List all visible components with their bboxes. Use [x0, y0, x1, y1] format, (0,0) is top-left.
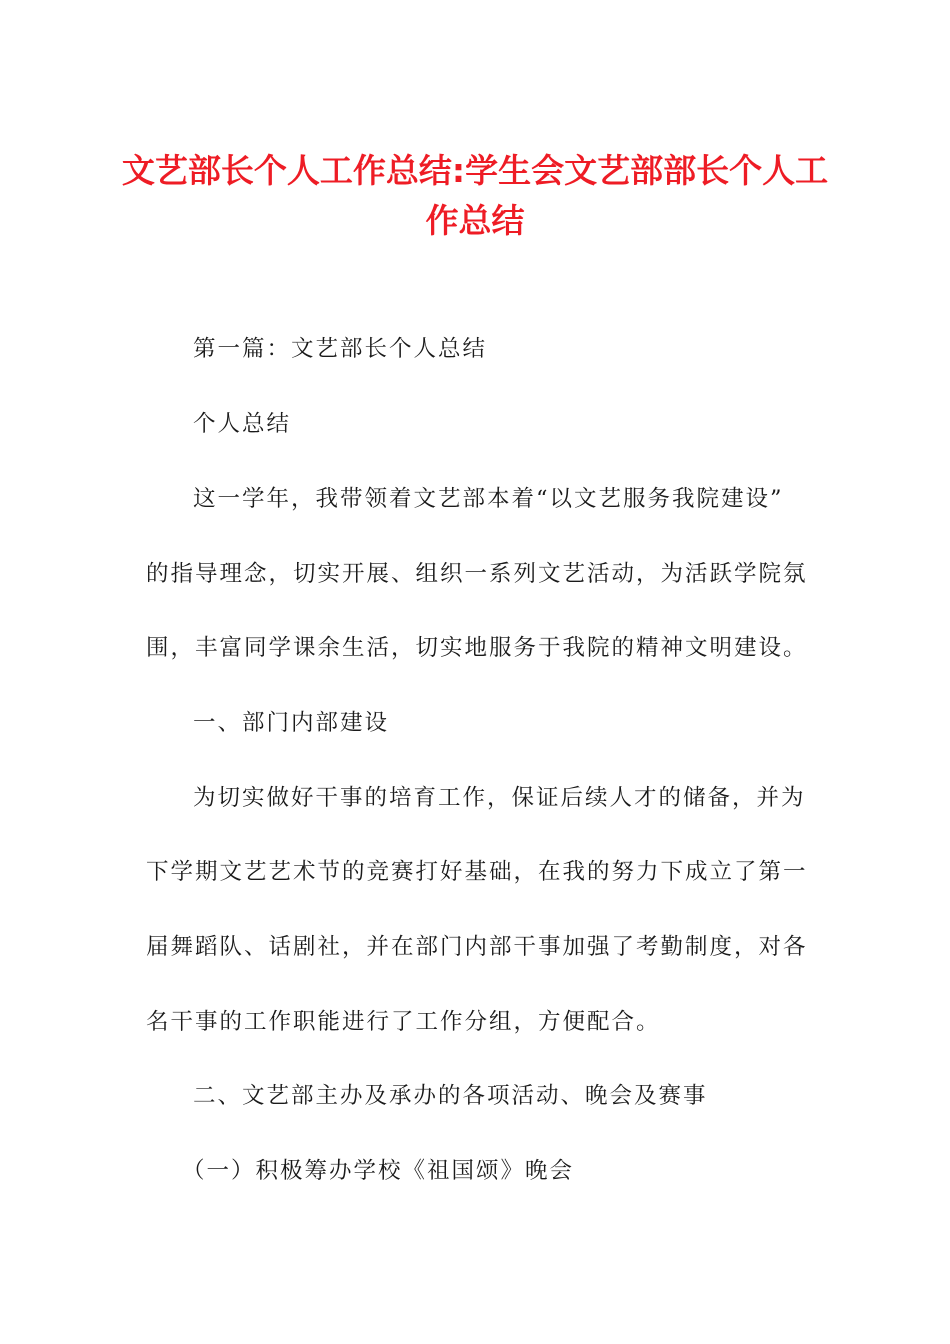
paragraph-line: 届舞蹈队、话剧社，并在部门内部干事加强了考勤制度，对各 [146, 934, 808, 960]
paragraph-line: 这一学年，我带领着文艺部本着“以文艺服务我院建设” [193, 486, 784, 512]
document-title: 文艺部长个人工作总结:学生会文艺部部长个人工作总结 [121, 151, 829, 240]
paragraph-line: 名干事的工作职能进行了工作分组，方便配合。 [146, 1009, 661, 1035]
subsection-heading: 一、部门内部建设 [193, 710, 390, 736]
paragraph-line: 围，丰富同学课余生活，切实地服务于我院的精神文明建设。 [146, 635, 808, 661]
paragraph-heading: 个人总结 [193, 411, 292, 437]
subsection-heading: 二、文艺部主办及承办的各项活动、晚会及赛事 [193, 1083, 708, 1109]
paragraph-line: 的指导理念，切实开展、组织一系列文艺活动，为活跃学院氛 [146, 561, 808, 587]
section-heading: 第一篇：文艺部长个人总结 [193, 336, 488, 362]
subsection-item: （一）积极筹办学校《祖国颂》晚会 [182, 1158, 575, 1184]
paragraph-line: 为切实做好干事的培育工作，保证后续人才的储备，并为 [193, 785, 806, 811]
paragraph-line: 下学期文艺艺术节的竞赛打好基础，在我的努力下成立了第一 [146, 859, 808, 885]
